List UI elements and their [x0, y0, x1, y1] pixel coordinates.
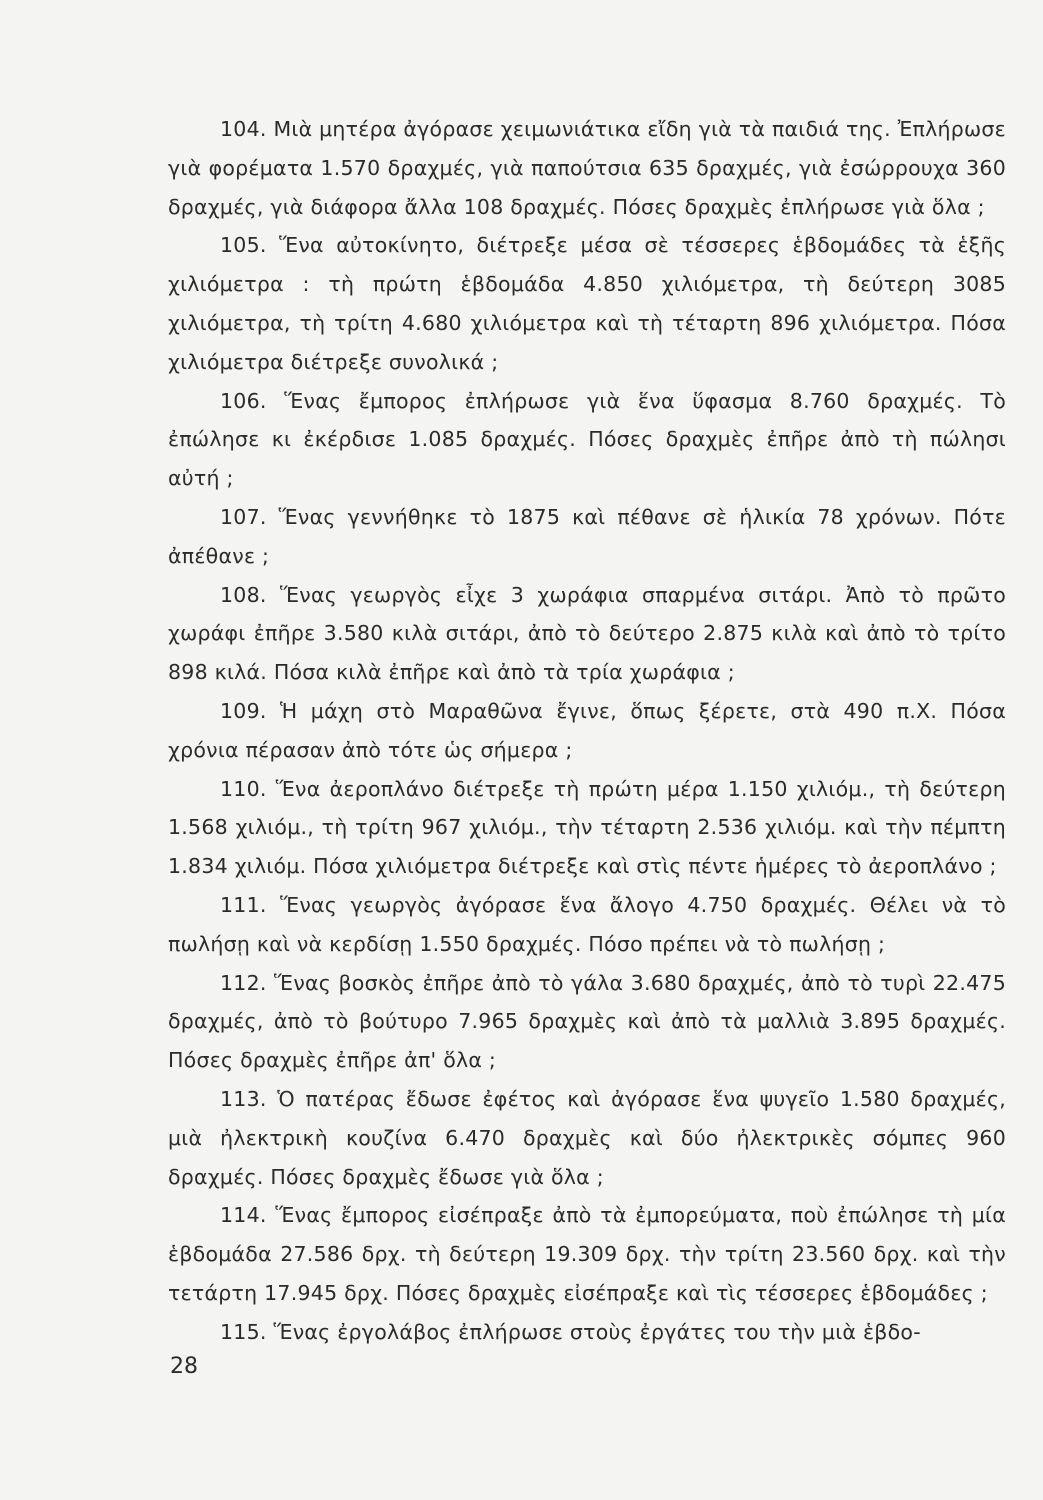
problem-number: 111. — [220, 892, 267, 917]
problem-112 — [168, 964, 1006, 1080]
problem-106 — [168, 382, 1006, 498]
problem-number: 113. — [220, 1086, 267, 1111]
problem-number: 112. — [220, 970, 267, 995]
problem-number: 108. — [220, 582, 267, 607]
problem-text: Ἕνας γεωργὸς ἀγόρασε ἕνα ἄλογο 4.750 δραχμές. Θέλει νὰ τὸ πωλήσῃ καὶ νὰ κερδίσῃ 1.550 δραχμές. Πόσο πρέπει νὰ τὸ πωλήσῃ ; — [168, 892, 1006, 956]
problem-108 — [168, 576, 1006, 692]
problem-number: 107. — [220, 504, 267, 529]
problem-104 — [168, 110, 1006, 226]
problem-114 — [168, 1196, 1006, 1312]
problem-text: Ἕνα αὐτοκίνητο, διέτρεξε μέσα σὲ τέσσερες ἑβδομάδες τὰ ἑξῆς χιλιόμετρα : τὴ πρώτη ἑβδομάδα 4.850 χιλιόμετρα, τὴ δεύτερη 3085 χιλιόμετρα, τὴ τρίτη 4.680 χιλιόμετρα καὶ τὴ τέταρτη 896 χιλιόμετρα. Πόσα χιλιόμετρα διέτρεξε συνολικά ; — [168, 233, 1006, 374]
problem-text: Ἕνας ἔμπορος εἰσέπραξε ἀπὸ τὰ ἐμπορεύματα, ποὺ ἐπώλησε τὴ μία ἑβδομάδα 27.586 δρχ. τὴ δεύτερη 19.309 δρχ. τὴν τρίτη 23.560 δρχ. καὶ τὴν τετάρτη 17.945 δρχ. Πόσες δραχμὲς εἰσέπραξε καὶ τὶς τέσσερες ἑβδομάδες ; — [168, 1203, 1006, 1305]
problem-number: 110. — [220, 776, 267, 801]
problem-number: 106. — [220, 388, 267, 413]
problem-number: 115. — [220, 1319, 267, 1344]
problem-115 — [168, 1313, 1006, 1352]
problem-text: Μιὰ μητέρα ἀγόρασε χειμωνιάτικα εἴδη γιὰ τὰ παιδιά της. Ἐπλήρωσε γιὰ φορέματα 1.570 δραχμές, γιὰ παπούτσια 635 δραχμές, γιὰ ἐσώρρουχα 360 δραχμές, γιὰ διάφορα ἄλλα 108 δραχμές. Πόσες δραχμὲς ἐπλήρωσε γιὰ ὅλα ; — [168, 117, 1006, 219]
problem-number: 104. — [220, 117, 267, 141]
problem-text: Ἕνας βοσκὸς ἐπῆρε ἀπὸ τὸ γάλα 3.680 δραχμές, ἀπὸ τὸ τυρὶ 22.475 δραχμές, ἀπὸ τὸ βούτυρο 7.965 δραχμὲς καὶ ἀπὸ τὰ μαλλιὰ 3.895 δραχμές. Πόσες δραχμὲς ἐπῆρε ἀπ' ὅλα ; — [168, 970, 1006, 1073]
problem-number: 109. — [220, 698, 267, 723]
problem-113 — [168, 1080, 1006, 1196]
problem-text: Ἕνας γεννήθηκε τὸ 1875 καὶ πέθανε σὲ ἡλικία 78 χρόνων. Πότε ἀπέθανε ; — [168, 504, 1006, 568]
problem-105 — [168, 226, 1006, 381]
problem-number: 105. — [220, 233, 267, 258]
problem-text: Ἕνας γεωργὸς εἶχε 3 χωράφια σπαρμένα σιτάρι. Ἀπὸ τὸ πρῶτο χωράφι ἐπῆρε 3.580 κιλὰ σιτάρι, ἀπὸ τὸ δεύτερο 2.875 κιλὰ καὶ ἀπὸ τὸ τρίτο 898 κιλά. Πόσα κιλὰ ἐπῆρε καὶ ἀπὸ τὰ τρία χωράφια ; — [168, 582, 1006, 685]
problem-text: Ἡ μάχη στὸ Μαραθῶνα ἔγινε, ὅπως ξέρετε, στὰ 490 π.Χ. Πόσα χρόνια πέρασαν ἀπὸ τότε ὡς σήμερα ; — [168, 698, 1006, 762]
problem-109 — [168, 692, 1006, 770]
problem-text: Ὁ πατέρας ἔδωσε ἐφέτος καὶ ἀγόρασε ἕνα ψυγεῖο 1.580 δραχμές, μιὰ ἠλεκτρικὴ κουζίνα 6.470 δραχμὲς καὶ δύο ἠλεκτρικὲς σόμπες 960 δραχμές. Πόσες δραχμὲς ἔδωσε γιὰ ὅλα ; — [168, 1086, 1006, 1189]
problem-text: Ἕνας ἐργολάβος ἐπλήρωσε στοὺς ἐργάτες του τὴν μιὰ ἑβδο- — [273, 1319, 921, 1344]
problem-text: Ἕνα ἀεροπλάνο διέτρεξε τὴ πρώτη μέρα 1.150 χιλιόμ., τὴ δεύτερη 1.568 χιλιόμ., τὴ τρίτη 967 χιλιόμ., τὴν τέταρτη 2.536 χιλιόμ. καὶ τὴν πέμπτη 1.834 χιλιόμ. Πόσα χιλιόμετρα διέτρεξε καὶ στὶς πέντε ἡμέρες τὸ ἀεροπλάνο ; — [168, 776, 1006, 879]
problem-list — [168, 110, 1006, 1352]
problem-107 — [168, 498, 1006, 576]
problem-text: Ἕνας ἔμπορος ἐπλήρωσε γιὰ ἕνα ὕφασμα 8.760 δραχμές. Τὸ ἐπώλησε κι ἐκέρδισε 1.085 δραχμές. Πόσες δραχμὲς ἐπῆρε ἀπὸ τὴ πώλησι αὐτή ; — [168, 388, 1006, 491]
problem-111 — [168, 886, 1006, 964]
page-number: 28 — [170, 1354, 198, 1379]
problem-number: 114. — [220, 1203, 267, 1228]
problem-110 — [168, 770, 1006, 886]
